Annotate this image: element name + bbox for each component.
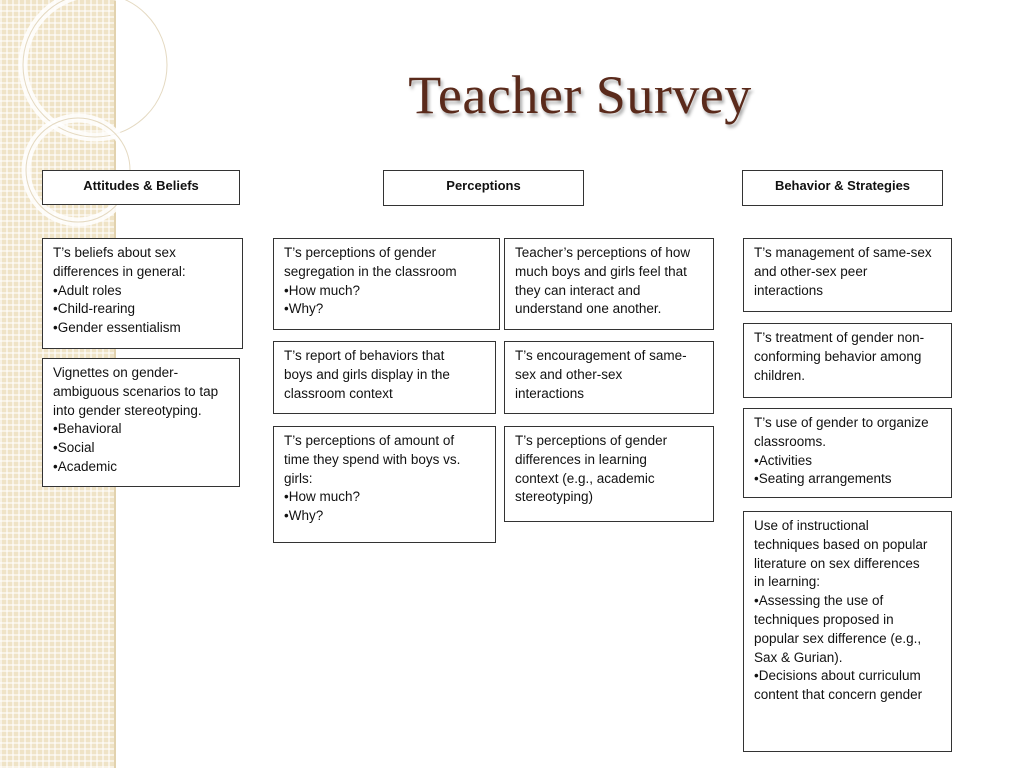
box-line: Use of instructional (754, 518, 869, 533)
header-perceptions: Perceptions (383, 170, 584, 206)
box-line: T’s treatment of gender non- (754, 330, 925, 345)
box-line: •Decisions about curriculum (754, 668, 921, 684)
box-line: T’s beliefs about sex (53, 245, 176, 260)
box-line: literature on sex differences (754, 555, 920, 571)
box-line: T’s management of same-sex (754, 245, 932, 260)
header-attitudes-beliefs: Attitudes & Beliefs (42, 170, 240, 205)
box-line: children. (754, 367, 806, 383)
box-line: classrooms. (754, 433, 827, 449)
decorative-circles (0, 0, 200, 260)
box-line: techniques based on popular (754, 536, 928, 552)
box-line: •How much? (284, 282, 361, 298)
box-line: •Seating arrangements (754, 471, 892, 487)
box-line: •How much? (284, 489, 361, 505)
box-beliefs-sex-differences (42, 238, 243, 349)
box-line: interactions (754, 282, 824, 298)
box-line: •Gender essentialism (53, 320, 181, 336)
box-line: •Why? (284, 301, 324, 317)
box-line: differences in general: (53, 263, 186, 279)
box-instructional-techniques (743, 511, 952, 752)
box-line: much boys and girls feel that (515, 263, 687, 279)
box-gender-segregation (273, 238, 500, 330)
box-encouragement (504, 341, 714, 414)
box-learning-differences (504, 426, 714, 522)
box-line: popular sex difference (e.g., (754, 630, 922, 646)
box-line: techniques proposed in (754, 611, 894, 627)
box-vignettes (42, 358, 240, 487)
box-line: •Behavioral (53, 421, 122, 437)
box-line: girls: (284, 470, 313, 486)
box-line: understand one another. (515, 301, 662, 317)
box-line: ambiguous scenarios to tap (53, 383, 219, 399)
box-line: •Assessing the use of (754, 593, 884, 609)
box-interaction-perceptions (504, 238, 714, 330)
box-line: T’s use of gender to organize (754, 415, 929, 430)
box-peer-management (743, 238, 952, 312)
box-line: T’s perceptions of amount of (284, 433, 455, 448)
box-line: content that concern gender (754, 687, 923, 703)
box-line: •Activities (754, 452, 812, 468)
box-line: interactions (515, 385, 585, 401)
box-line: sex and other-sex (515, 366, 623, 382)
box-line: •Adult roles (53, 282, 122, 298)
box-line: they can interact and (515, 282, 641, 298)
box-line: •Social (53, 440, 95, 456)
box-line: Vignettes on gender- (53, 365, 179, 380)
box-line: time they spend with boys vs. (284, 451, 461, 467)
box-line: stereotyping) (515, 489, 594, 505)
box-line: into gender stereotyping. (53, 402, 202, 418)
box-time-spent (273, 426, 496, 543)
box-nonconforming-treatment (743, 323, 952, 398)
box-line: •Child-rearing (53, 301, 136, 317)
box-reported-behaviors (273, 341, 496, 414)
box-organize-classrooms (743, 408, 952, 498)
page-title: Teacher Survey (408, 65, 752, 125)
box-line: segregation in the classroom (284, 263, 457, 279)
box-line: T’s perceptions of gender (515, 433, 668, 448)
box-line: conforming behavior among (754, 348, 922, 364)
box-line: differences in learning (515, 451, 647, 467)
header-behavior-strategies: Behavior & Strategies (742, 170, 943, 206)
box-line: T’s report of behaviors that (284, 348, 445, 363)
box-line: in learning: (754, 574, 821, 590)
box-line: boys and girls display in the (284, 366, 450, 382)
box-line: •Why? (284, 508, 324, 524)
box-line: Sax & Gurian). (754, 649, 843, 665)
box-line: classroom context (284, 385, 393, 401)
box-line: T’s encouragement of same- (515, 348, 687, 363)
box-line: context (e.g., academic (515, 470, 655, 486)
box-line: •Academic (53, 458, 117, 474)
box-line: Teacher’s perceptions of how (515, 245, 691, 260)
box-line: T’s perceptions of gender (284, 245, 437, 260)
box-line: and other-sex peer (754, 263, 868, 279)
